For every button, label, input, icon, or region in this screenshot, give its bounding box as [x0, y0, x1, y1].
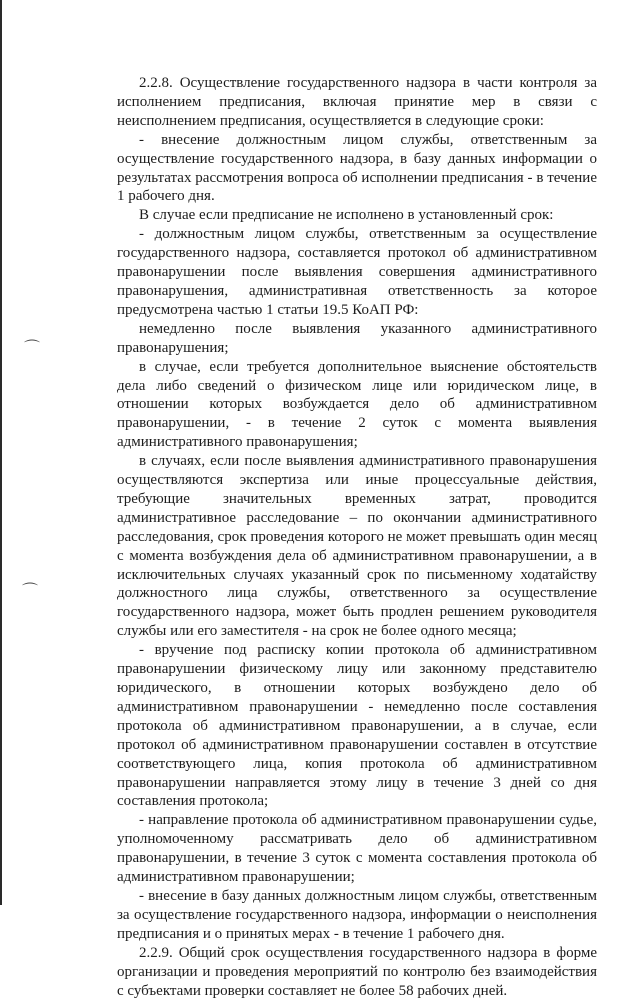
paragraph-item: в случаях, если после выявления административного правонарушения осуществляются экспертиза или иные процессуальные действия, требующие значительных временных затрат, проводится административное расследование – по окончании административного расследования, срок проведения которого не может превышать один месяц с момента возбуждения дела об административном правонарушении, а в исключительных случаях указанный срок по письменному ходатайству должностного лица службы, ответственного за осуществление государственного надзора, может быть продлен решением руководителя службы или его заместителя - на срок не более одного месяца;: [117, 453, 597, 640]
paragraph-item: - направление протокола об административном правонарушении судье, уполномоченному рассматривать дело об административном правонарушении, в течение 3 суток с момента составления протокола об административном правонарушении;: [117, 812, 597, 886]
paragraph-item: - внесение должностным лицом службы, ответственным за осуществление государственного надзора, в базу данных информации о результатах рассмотрения вопроса об исполнении предписания - в течение 1 рабочего дня.: [117, 131, 597, 205]
paragraph-item: - вручение под расписку копии протокола об административном правонарушении физическому лицу или законному представителю юридического, в отношении которых возбуждено дело об административном правонарушении - немедленно после составления протокола об административном правонарушении, а в случае, если протокол об административном правонарушении составлен в отсутствие соответствующего лица, копия протокола об административном правонарушении направляется этому лицу в течение 3 дней со дня составления протокола;: [117, 642, 597, 810]
paragraph-item: немедленно после выявления указанного административного правонарушения;: [117, 320, 597, 356]
paragraph-item: в случае, если требуется дополнительное выяснение обстоятельств дела либо сведений о физическом лице или юридическом лице, в отношении которых возбуждается дело об административном правонарушении, - в течение 2 суток с момента выявления административного правонарушения;: [117, 358, 597, 451]
paragraph-2-2-9: 2.2.9. Общий срок осуществления государственного надзора в форме организации и проведения мероприятий по контролю без взаимодействия с субъектами проверки составляет не более 58 рабочих дней.: [117, 944, 597, 999]
paragraph-2-2-8: 2.2.8. Осуществление государственного надзора в части контроля за исполнением предписания, включая принятие мер в связи с неисполнением предписания, осуществляется в следующие сроки:: [117, 75, 597, 129]
paragraph-item: - внесение в базу данных должностным лицом службы, ответственным за осуществление государственного надзора, информации о неисполнения предписания и о принятых мерах - в течение 1 рабочего дня.: [117, 887, 597, 942]
scan-edge-line: [0, 0, 2, 905]
paragraph-item: В случае если предписание не исполнено в установленный срок:: [139, 207, 554, 224]
scan-bracket-mark: ⌒: [22, 583, 39, 600]
scan-bracket-mark: ⌒: [24, 340, 41, 357]
document-body: [117, 74, 597, 1000]
paragraph-item: - должностным лицом службы, ответственным за осуществление государственного надзора, составляется протокол об административном правонарушении после выявления совершения административного правонарушения, административная ответственность за которое предусмотрена частью 1 статьи 19.5 КоАП РФ:: [117, 226, 597, 318]
